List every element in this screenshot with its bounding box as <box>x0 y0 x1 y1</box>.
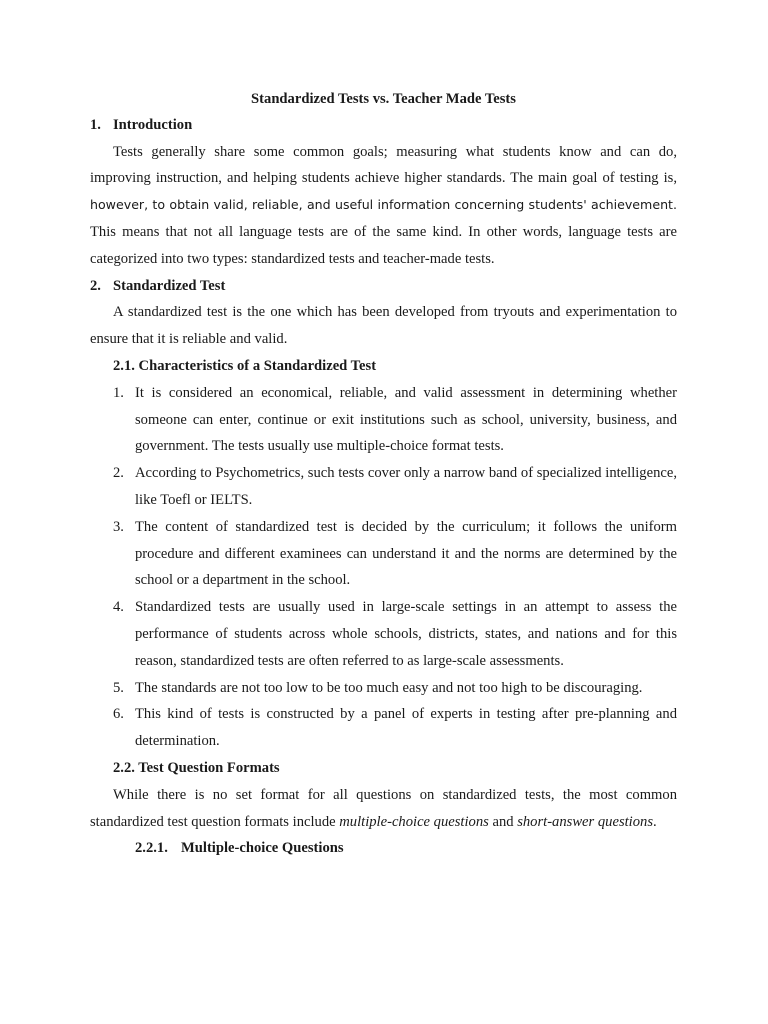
formats-and: and <box>488 813 518 830</box>
intro-text-part3: This means that not all language tests are of the same kind. In other words, language tests are categorized into two types: standardized tests and teacher-made tests. <box>90 223 677 267</box>
subsubsection-title: Multiple-choice Questions <box>181 840 344 857</box>
list-item-text: It is considered an economical, reliable, and valid assessment in determining whether someone can enter, continue or exit institutions such as school, university, business, and government. The tests usually use multiple-choice format tests. <box>135 384 677 455</box>
document-page <box>90 82 677 862</box>
list-item-text: This kind of tests is constructed by a panel of experts in testing after pre-planning and determination. <box>135 706 677 750</box>
section-title: Standardized Test <box>113 277 226 294</box>
introduction-paragraph <box>90 139 677 273</box>
list-item <box>90 514 677 594</box>
list-item-text: Standardized tests are usually used in large-scale settings in an attempt to assess the performance of students across whole schools, districts, states, and nations and for this reason, standardized tests are often referred to as large-scale assessments. <box>135 599 677 669</box>
emphasis-short-answer: short-answer questions <box>517 813 653 830</box>
list-item <box>90 594 677 674</box>
subsubsection-number: 2.2.1. <box>135 840 168 857</box>
formats-text: While there is no set format for all questions on standardized tests, the most common standardized test question formats include <box>90 786 677 830</box>
list-marker: 5. <box>113 679 124 696</box>
subsection-heading-characteristics: 2.1. Characteristics of a Standardized Test <box>113 357 377 374</box>
section-heading-standardized-test <box>90 273 677 300</box>
list-item-text: The standards are not too low to be too much easy and not too high to be discouraging. <box>135 679 643 696</box>
list-marker: 4. <box>113 599 124 616</box>
section-number: 2. <box>90 277 101 294</box>
section-number: 1. <box>90 116 101 133</box>
section-title: Introduction <box>113 116 193 133</box>
characteristics-list <box>90 380 677 755</box>
list-item <box>90 460 677 514</box>
list-marker: 2. <box>113 465 124 482</box>
list-marker: 6. <box>113 706 124 723</box>
question-formats-paragraph <box>90 782 677 836</box>
emphasis-multiple-choice: multiple-choice questions <box>339 813 489 830</box>
subsubsection-heading-multiple-choice <box>90 835 677 862</box>
list-item <box>90 380 677 460</box>
list-item <box>90 675 677 702</box>
document-title: Standardized Tests vs. Teacher Made Tests <box>251 91 516 107</box>
intro-text-part2: however, to obtain valid, reliable, and useful information concerning students' achievement. <box>90 197 677 213</box>
list-item <box>90 701 677 755</box>
list-item-text: The content of standardized test is decided by the curriculum; it follows the uniform procedure and different examinees can understand it and the norms are determined by the school or a department in the school. <box>135 518 677 589</box>
formats-end: . <box>653 813 657 830</box>
section-heading-introduction <box>90 112 677 139</box>
list-marker: 1. <box>113 384 124 401</box>
subsection-heading-question-formats: 2.2. Test Question Formats <box>113 759 280 776</box>
intro-text-part1: Tests generally share some common goals; measuring what students know and can do, improving instruction, and helping students achieve higher standards. The main goal of testing is, <box>90 143 677 187</box>
list-marker: 3. <box>113 518 124 535</box>
standardized-test-paragraph: A standardized test is the one which has been developed from tryouts and experimentation to ensure that it is reliable and valid. <box>90 304 677 348</box>
list-item-text: According to Psychometrics, such tests cover only a narrow band of specialized intelligence, like Toefl or IELTS. <box>135 465 677 508</box>
